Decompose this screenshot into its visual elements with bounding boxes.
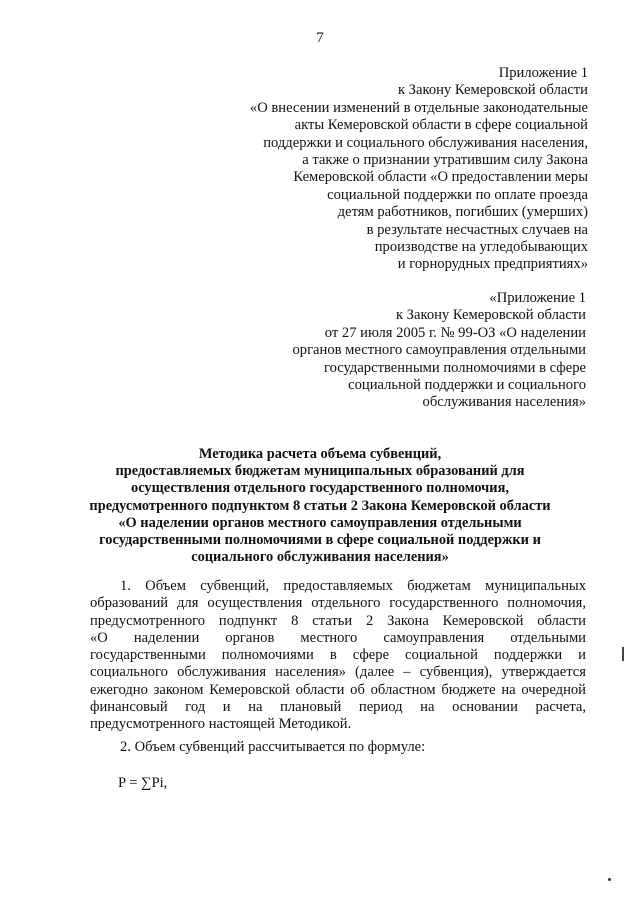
title-line: предусмотренного подпунктом 8 статьи 2 Закона Кемеровской области bbox=[89, 497, 551, 514]
annex-header-current bbox=[250, 65, 588, 274]
paragraph-line: финансовый год и на плановый период на основании расчета, bbox=[90, 699, 586, 716]
annex-header-line: а также о признании утратившим силу Закона bbox=[302, 152, 588, 169]
annex-header-line: к Закону Кемеровской области bbox=[395, 307, 586, 324]
annex-header-line: государственными полномочиями в сфере bbox=[323, 359, 586, 376]
paragraph-line: 1. Объем субвенций, предоставляемых бюджетам муниципальных bbox=[120, 578, 586, 594]
annex-header-original bbox=[292, 290, 586, 412]
annex-header-line: Кемеровской области «О предоставлении меры bbox=[293, 169, 588, 186]
annex-header-line: органов местного самоуправления отдельными bbox=[292, 342, 586, 359]
paragraph-line: «О наделении органов местного самоуправления отдельными bbox=[90, 629, 586, 646]
paragraph-line: государственными полномочиями в сфере социальной поддержки и bbox=[90, 647, 586, 664]
title-line: социального обслуживания населения» bbox=[191, 549, 449, 566]
annex-header-line: производстве на угледобывающих bbox=[374, 239, 588, 256]
paragraph-line: предусмотренного настоящей Методикой. bbox=[90, 716, 352, 733]
title-line: «О наделении органов местного самоуправления отдельными bbox=[118, 514, 522, 531]
annex-header-line: и горнорудных предприятиях» bbox=[397, 256, 588, 273]
paragraph-line: предусмотренного подпункт 8 статьи 2 Закона Кемеровской области bbox=[90, 612, 586, 629]
annex-header-line: от 27 июля 2005 г. № 99-ОЗ «О наделении bbox=[324, 324, 586, 341]
methodology-title bbox=[0, 446, 640, 566]
annex-header-line: «О внесении изменений в отдельные законодательные bbox=[249, 99, 588, 116]
paragraph-line: образований для осуществления отдельного государственного полномочия, bbox=[90, 595, 586, 612]
annex-header-line: Приложение 1 bbox=[498, 65, 588, 81]
annex-header-line: обслуживания населения» bbox=[422, 394, 586, 411]
annex-header-line: к Закону Кемеровской области bbox=[397, 82, 588, 99]
scan-artifact-mark bbox=[622, 647, 624, 661]
scan-artifact-dot bbox=[608, 878, 611, 881]
title-line: предоставляемых бюджетам муниципальных образований для bbox=[115, 463, 525, 480]
annex-header-line: «Приложение 1 bbox=[489, 290, 586, 306]
title-line: Методика расчета объема субвенций, bbox=[198, 446, 442, 462]
paragraph-1 bbox=[90, 578, 586, 734]
page-number: 7 bbox=[316, 30, 324, 46]
annex-header-line: социальной поддержки и социального bbox=[348, 377, 586, 394]
title-line: государственными полномочиями в сфере социальной поддержки и bbox=[99, 532, 541, 549]
paragraph-line: социального обслуживания населения» (далее – субвенция), утверждается bbox=[90, 664, 586, 681]
formula: P = ∑Pi, bbox=[118, 775, 168, 791]
annex-header-line: в результате несчастных случаев на bbox=[366, 221, 588, 238]
annex-header-line: социальной поддержки по оплате проезда bbox=[327, 186, 588, 203]
annex-header-line: детям работников, погибших (умерших) bbox=[337, 204, 588, 221]
annex-header-line: поддержки и социального обслуживания населения, bbox=[263, 134, 588, 151]
annex-header-line: акты Кемеровской области в сфере социальной bbox=[294, 117, 588, 134]
title-line: осуществления отдельного государственного полномочия, bbox=[131, 480, 509, 497]
paragraph-line: ежегодно законом Кемеровской области об областном бюджете на очередной bbox=[90, 681, 586, 698]
paragraph-2: 2. Объем субвенций рассчитывается по формуле: bbox=[120, 739, 426, 755]
